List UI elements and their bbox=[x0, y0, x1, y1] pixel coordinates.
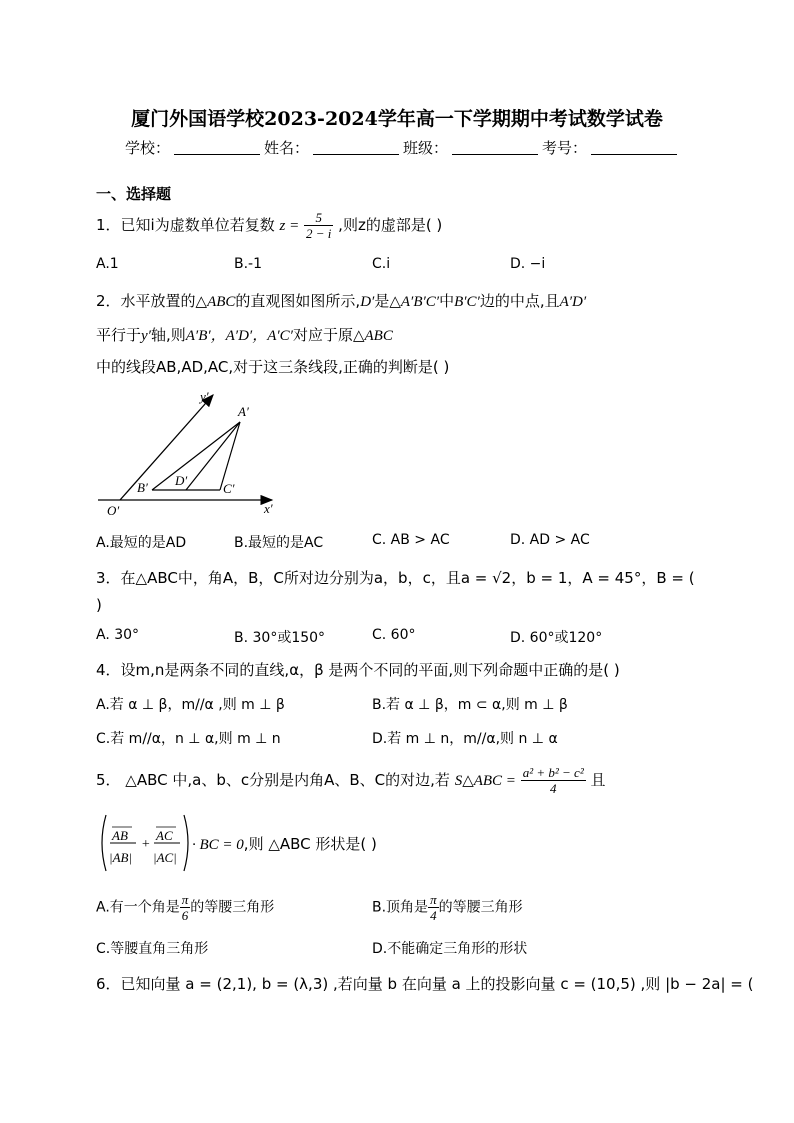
q2-text: 中 bbox=[439, 292, 455, 310]
q5-option-b bbox=[372, 892, 523, 923]
q2-option-c: C. AB > AC bbox=[372, 532, 450, 548]
vec-ab: AB bbox=[112, 828, 128, 843]
section-heading: 一、选择题 bbox=[96, 185, 172, 203]
name-label: 姓名： bbox=[264, 139, 310, 157]
q4-option-b: B.若 α ⊥ β，m ⊂ α,则 m ⊥ β bbox=[372, 697, 568, 713]
q2-text: 的直观图如图所示, bbox=[235, 292, 361, 310]
right-paren bbox=[184, 815, 188, 871]
q5-s-num: a² + b² − c² bbox=[522, 765, 584, 780]
q5-s-fraction bbox=[521, 765, 586, 796]
q2-math: △ABC bbox=[195, 294, 236, 310]
q5-opt-a-pre: A.有一个角是 bbox=[96, 899, 180, 916]
q2-line-2 bbox=[96, 324, 393, 345]
label-x-prime: x′ bbox=[264, 501, 273, 516]
class-label: 班级： bbox=[403, 139, 449, 157]
q5-text-pre: 5． △ABC 中,a、b、c分别是内角A、B、C的对边,若 bbox=[96, 771, 450, 789]
q1-option-b: B.-1 bbox=[234, 256, 263, 272]
frac-num: π bbox=[430, 892, 437, 907]
question-1 bbox=[96, 210, 442, 241]
label-b-prime: B′ bbox=[137, 480, 148, 495]
q1-fraction bbox=[304, 210, 333, 241]
frac-den: 4 bbox=[430, 908, 437, 923]
plus-sign: + bbox=[141, 837, 151, 852]
q1-z-eq: z = bbox=[279, 218, 300, 234]
q5-opt-b-frac bbox=[428, 892, 439, 923]
q5-dot-bc: · BC = 0 bbox=[192, 837, 244, 853]
q4-option-a: A.若 α ⊥ β，m//α ,则 m ⊥ β bbox=[96, 697, 285, 713]
q1-text-post: ,则z的虚部是( ) bbox=[338, 216, 443, 234]
y-axis bbox=[120, 395, 213, 500]
q2-math: D′ bbox=[360, 294, 375, 310]
label-d-prime: D′ bbox=[175, 473, 188, 488]
q2-text: 2．水平放置的 bbox=[96, 292, 196, 310]
q2-text: 对应于原 bbox=[292, 326, 353, 344]
q2-math: △A′B′C′ bbox=[389, 294, 440, 310]
segment-ab bbox=[152, 422, 240, 490]
q5-option-a bbox=[96, 892, 274, 923]
vec-abs-ab: |AB| bbox=[109, 850, 133, 865]
q5-opt-b-post: 的等腰三角形 bbox=[438, 899, 523, 916]
q5-line-1 bbox=[96, 765, 606, 796]
q2-math: B′C′ bbox=[454, 294, 480, 310]
q4-option-c: C.若 m//α，n ⊥ α,则 m ⊥ n bbox=[96, 731, 281, 747]
q1-option-c: C.i bbox=[372, 256, 391, 272]
segment-ad bbox=[186, 422, 240, 490]
school-label: 学校： bbox=[125, 139, 171, 157]
q1-option-a: A.1 bbox=[96, 256, 119, 272]
q2-option-a: A.最短的是AD bbox=[96, 535, 187, 551]
q5-opt-b-pre: B.顶角是 bbox=[372, 899, 429, 916]
q6-line: 6．已知向量 a = (2,1), b = (λ,3) ,若向量 b 在向量 a 上的投影向量 c = (10,5) ,则 |b − 2a| = ( bbox=[96, 975, 754, 993]
q5-opt-a-frac bbox=[180, 892, 191, 923]
q2-math: A′D′ bbox=[559, 294, 587, 310]
q5-option-c: C.等腰直角三角形 bbox=[96, 941, 209, 957]
school-blank bbox=[174, 140, 260, 155]
q1-option-d: D. −i bbox=[510, 256, 546, 272]
segment-ac bbox=[220, 422, 240, 490]
q2-figure bbox=[90, 385, 290, 520]
name-blank bbox=[313, 140, 399, 155]
q2-option-b: B.最短的是AC bbox=[234, 535, 324, 551]
label-a-prime: A′ bbox=[238, 404, 249, 419]
q2-math: A′B′，A′D′，A′C′ bbox=[185, 328, 293, 344]
class-blank bbox=[452, 140, 538, 155]
q5-option-d: D.不能确定三角形的形状 bbox=[372, 941, 528, 957]
label-o-prime: O′ bbox=[107, 503, 120, 518]
q2-line-3: 中的线段AB,AD,AC,对于这三条线段,正确的判断是( ) bbox=[96, 358, 450, 376]
q3-option-d: D. 60°或120° bbox=[510, 630, 603, 646]
label-c-prime: C′ bbox=[223, 481, 235, 496]
left-paren bbox=[102, 815, 106, 871]
q3-option-b: B. 30°或150° bbox=[234, 630, 326, 646]
vec-ac: AC bbox=[156, 828, 173, 843]
frac-num: π bbox=[181, 892, 189, 907]
q2-option-d: D. AD > AC bbox=[510, 532, 590, 548]
q5-text-post: 且 bbox=[590, 771, 606, 789]
q2-text: 边的中点,且 bbox=[479, 292, 560, 310]
q5-s-den: 4 bbox=[549, 781, 557, 796]
q5-opt-a-post: 的等腰三角形 bbox=[190, 899, 275, 916]
q5-line2-post: ,则 △ABC 形状是( ) bbox=[243, 835, 377, 853]
exam-no-blank bbox=[591, 140, 677, 155]
q1-text-pre: 1．已知i为虚数单位若复数 bbox=[96, 216, 275, 234]
q4-line: 4．设m,n是两条不同的直线,α，β 是两个不同的平面,则下列命题中正确的是( ) bbox=[96, 661, 620, 679]
q2-math: y′ bbox=[141, 328, 151, 344]
page-title: 厦门外国语学校2023-2024学年高一下学期期中考试数学试卷 bbox=[131, 108, 663, 130]
q5-line-2 bbox=[192, 833, 377, 854]
label-y-prime: y′ bbox=[200, 389, 209, 404]
vec-abs-ac: |AC| bbox=[153, 850, 177, 865]
school-field bbox=[125, 137, 681, 158]
q3-line-1: 3．在△ABC中，角A，B，C所对边分别为a，b，c，且a = √2，b = 1，A = 45°，B = ( bbox=[96, 569, 695, 587]
q2-text: 平行于 bbox=[96, 326, 142, 344]
exam-no-label: 考号： bbox=[542, 139, 588, 157]
q1-frac-den: 2 − i bbox=[306, 226, 332, 241]
q5-s-label: S△ABC = bbox=[454, 773, 516, 789]
q3-line-2: ) bbox=[96, 596, 102, 614]
q1-frac-num: 5 bbox=[304, 210, 333, 226]
q2-text: 是 bbox=[374, 292, 390, 310]
frac-den: 6 bbox=[181, 908, 189, 923]
q2-line-1 bbox=[96, 290, 586, 311]
q2-math: △ABC bbox=[352, 328, 393, 344]
q4-option-d: D.若 m ⊥ n，m//α,则 n ⊥ α bbox=[372, 731, 558, 747]
q3-option-c: C. 60° bbox=[372, 627, 416, 643]
q2-text: 轴,则 bbox=[150, 326, 186, 344]
q3-option-a: A. 30° bbox=[96, 627, 140, 643]
